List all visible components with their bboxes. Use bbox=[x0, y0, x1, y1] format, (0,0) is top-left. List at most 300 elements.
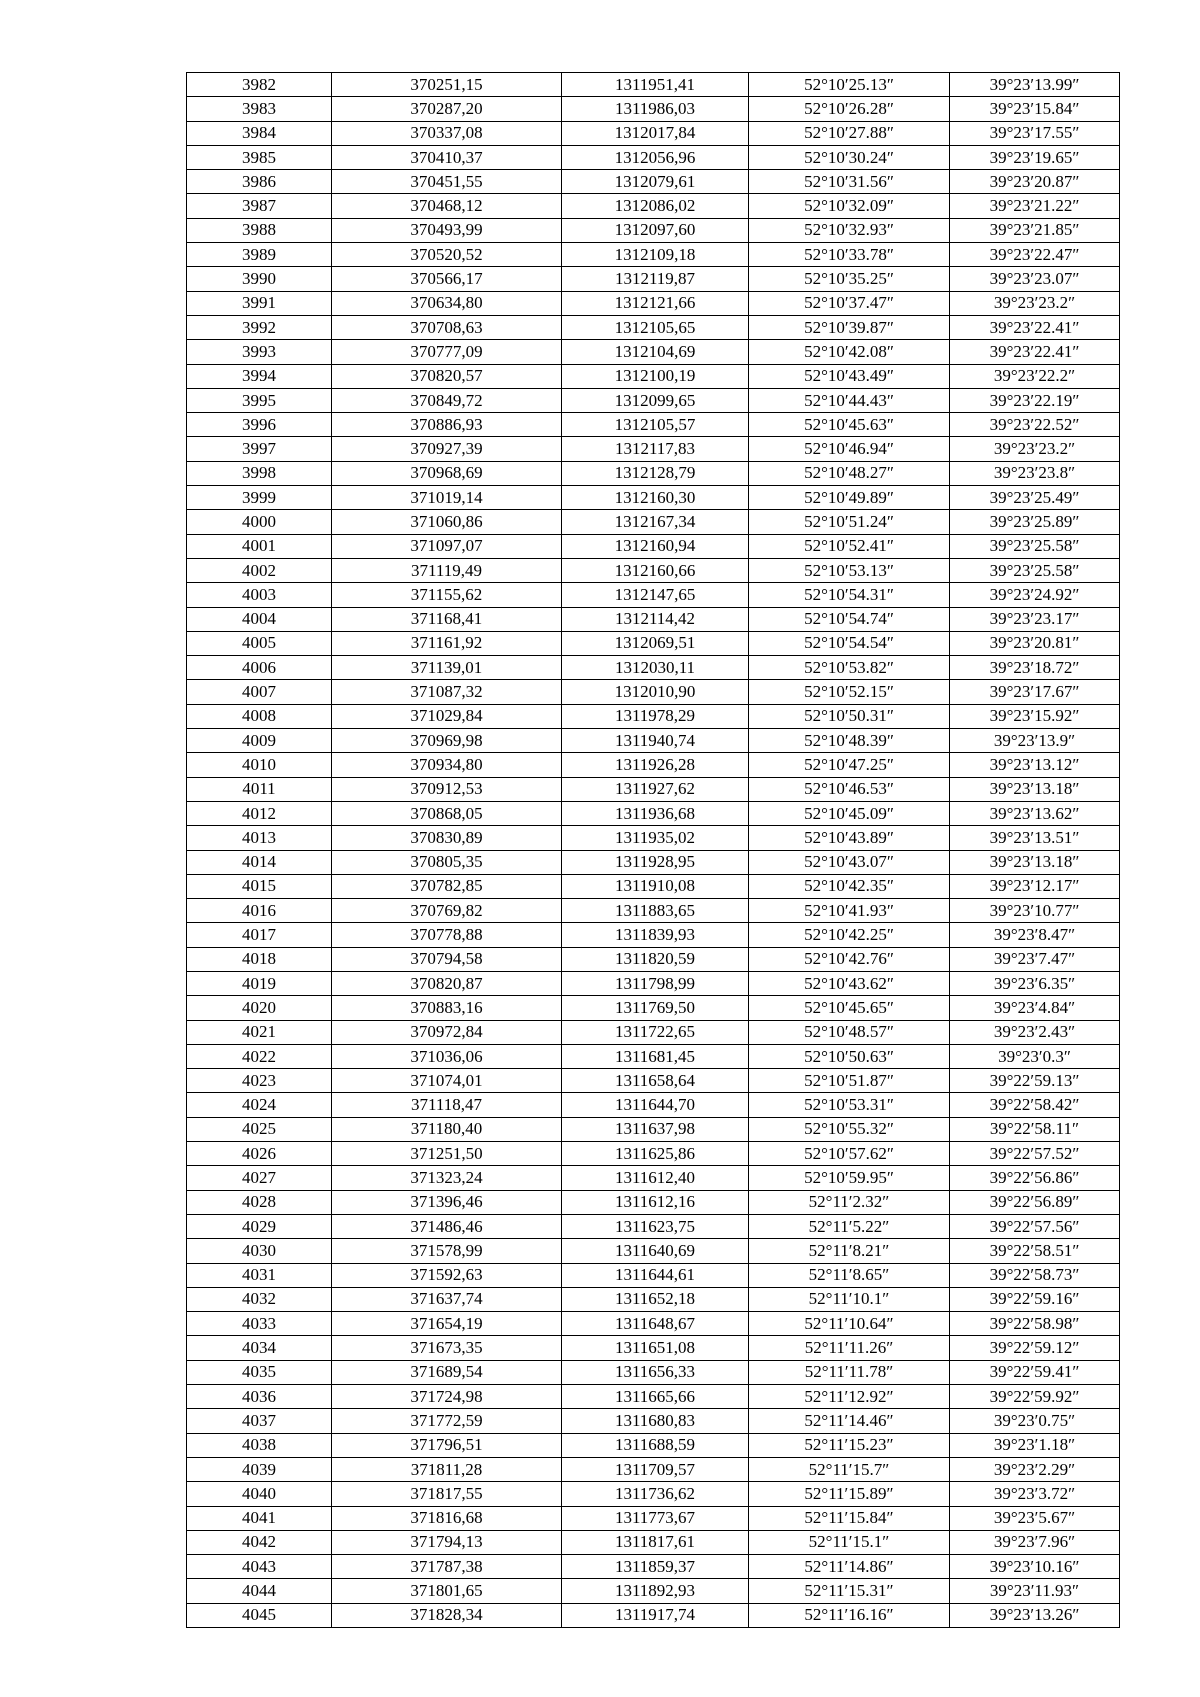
point-number-cell: 3999 bbox=[187, 486, 332, 510]
x-coordinate-cell: 371654,19 bbox=[332, 1312, 562, 1336]
x-coordinate-cell: 370868,05 bbox=[332, 801, 562, 825]
point-number-cell: 4000 bbox=[187, 510, 332, 534]
latitude-cell: 52°10′53.31″ bbox=[749, 1093, 950, 1117]
table-row bbox=[187, 1190, 1120, 1214]
y-coordinate-cell: 1311820,59 bbox=[562, 947, 749, 971]
point-number-cell: 3995 bbox=[187, 388, 332, 412]
y-coordinate-cell: 1311978,29 bbox=[562, 704, 749, 728]
longitude-cell: 39°23′22.41″ bbox=[950, 340, 1120, 364]
point-number-cell: 4004 bbox=[187, 607, 332, 631]
y-coordinate-cell: 1312097,60 bbox=[562, 218, 749, 242]
x-coordinate-cell: 371087,32 bbox=[332, 680, 562, 704]
point-number-cell: 3986 bbox=[187, 170, 332, 194]
x-coordinate-cell: 371578,99 bbox=[332, 1239, 562, 1263]
point-number-cell: 3984 bbox=[187, 121, 332, 145]
x-coordinate-cell: 371724,98 bbox=[332, 1385, 562, 1409]
table-row bbox=[187, 680, 1120, 704]
longitude-cell: 39°23′23.17″ bbox=[950, 607, 1120, 631]
x-coordinate-cell: 371689,54 bbox=[332, 1360, 562, 1384]
latitude-cell: 52°11′15.89″ bbox=[749, 1482, 950, 1506]
y-coordinate-cell: 1311773,67 bbox=[562, 1506, 749, 1530]
table-row bbox=[187, 1457, 1120, 1481]
point-number-cell: 4028 bbox=[187, 1190, 332, 1214]
longitude-cell: 39°23′22.2″ bbox=[950, 364, 1120, 388]
x-coordinate-cell: 370708,63 bbox=[332, 315, 562, 339]
y-coordinate-cell: 1312105,65 bbox=[562, 315, 749, 339]
y-coordinate-cell: 1312104,69 bbox=[562, 340, 749, 364]
y-coordinate-cell: 1312079,61 bbox=[562, 170, 749, 194]
latitude-cell: 52°10′33.78″ bbox=[749, 243, 950, 267]
point-number-cell: 4019 bbox=[187, 971, 332, 995]
latitude-cell: 52°11′15.23″ bbox=[749, 1433, 950, 1457]
longitude-cell: 39°23′22.47″ bbox=[950, 243, 1120, 267]
latitude-cell: 52°11′15.1″ bbox=[749, 1530, 950, 1554]
table-row bbox=[187, 315, 1120, 339]
point-number-cell: 3989 bbox=[187, 243, 332, 267]
y-coordinate-cell: 1311623,75 bbox=[562, 1214, 749, 1238]
table-row bbox=[187, 1239, 1120, 1263]
x-coordinate-cell: 371816,68 bbox=[332, 1506, 562, 1530]
longitude-cell: 39°23′4.84″ bbox=[950, 996, 1120, 1020]
latitude-cell: 52°10′53.82″ bbox=[749, 656, 950, 680]
latitude-cell: 52°11′8.21″ bbox=[749, 1239, 950, 1263]
x-coordinate-cell: 370886,93 bbox=[332, 413, 562, 437]
latitude-cell: 52°10′45.09″ bbox=[749, 801, 950, 825]
longitude-cell: 39°22′57.52″ bbox=[950, 1142, 1120, 1166]
point-number-cell: 4015 bbox=[187, 874, 332, 898]
latitude-cell: 52°10′43.49″ bbox=[749, 364, 950, 388]
latitude-cell: 52°10′48.27″ bbox=[749, 461, 950, 485]
point-number-cell: 3994 bbox=[187, 364, 332, 388]
x-coordinate-cell: 371139,01 bbox=[332, 656, 562, 680]
y-coordinate-cell: 1311651,08 bbox=[562, 1336, 749, 1360]
point-number-cell: 4036 bbox=[187, 1385, 332, 1409]
point-number-cell: 4032 bbox=[187, 1287, 332, 1311]
point-number-cell: 4018 bbox=[187, 947, 332, 971]
table-row bbox=[187, 971, 1120, 995]
latitude-cell: 52°10′43.62″ bbox=[749, 971, 950, 995]
y-coordinate-cell: 1311637,98 bbox=[562, 1117, 749, 1141]
point-number-cell: 4030 bbox=[187, 1239, 332, 1263]
longitude-cell: 39°22′59.13″ bbox=[950, 1069, 1120, 1093]
longitude-cell: 39°23′3.72″ bbox=[950, 1482, 1120, 1506]
point-number-cell: 3997 bbox=[187, 437, 332, 461]
longitude-cell: 39°22′56.89″ bbox=[950, 1190, 1120, 1214]
coordinates-table-body bbox=[187, 73, 1120, 1628]
table-row bbox=[187, 145, 1120, 169]
point-number-cell: 4016 bbox=[187, 899, 332, 923]
latitude-cell: 52°10′45.63″ bbox=[749, 413, 950, 437]
longitude-cell: 39°23′2.29″ bbox=[950, 1457, 1120, 1481]
table-row bbox=[187, 194, 1120, 218]
x-coordinate-cell: 371097,07 bbox=[332, 534, 562, 558]
longitude-cell: 39°23′23.8″ bbox=[950, 461, 1120, 485]
longitude-cell: 39°22′59.12″ bbox=[950, 1336, 1120, 1360]
latitude-cell: 52°10′42.25″ bbox=[749, 923, 950, 947]
x-coordinate-cell: 371036,06 bbox=[332, 1044, 562, 1068]
point-number-cell: 4008 bbox=[187, 704, 332, 728]
point-number-cell: 4033 bbox=[187, 1312, 332, 1336]
latitude-cell: 52°10′45.65″ bbox=[749, 996, 950, 1020]
y-coordinate-cell: 1311926,28 bbox=[562, 753, 749, 777]
longitude-cell: 39°23′0.75″ bbox=[950, 1409, 1120, 1433]
latitude-cell: 52°10′27.88″ bbox=[749, 121, 950, 145]
y-coordinate-cell: 1311736,62 bbox=[562, 1482, 749, 1506]
x-coordinate-cell: 370820,57 bbox=[332, 364, 562, 388]
point-number-cell: 3985 bbox=[187, 145, 332, 169]
point-number-cell: 4025 bbox=[187, 1117, 332, 1141]
x-coordinate-cell: 371119,49 bbox=[332, 558, 562, 582]
x-coordinate-cell: 370777,09 bbox=[332, 340, 562, 364]
y-coordinate-cell: 1311883,65 bbox=[562, 899, 749, 923]
latitude-cell: 52°10′46.53″ bbox=[749, 777, 950, 801]
table-row bbox=[187, 1530, 1120, 1554]
table-row bbox=[187, 364, 1120, 388]
table-row bbox=[187, 874, 1120, 898]
longitude-cell: 39°23′2.43″ bbox=[950, 1020, 1120, 1044]
longitude-cell: 39°23′22.19″ bbox=[950, 388, 1120, 412]
longitude-cell: 39°22′58.73″ bbox=[950, 1263, 1120, 1287]
latitude-cell: 52°10′48.57″ bbox=[749, 1020, 950, 1044]
table-row bbox=[187, 996, 1120, 1020]
longitude-cell: 39°23′13.9″ bbox=[950, 729, 1120, 753]
point-number-cell: 4045 bbox=[187, 1603, 332, 1627]
longitude-cell: 39°23′13.26″ bbox=[950, 1603, 1120, 1627]
table-row bbox=[187, 583, 1120, 607]
x-coordinate-cell: 371486,46 bbox=[332, 1214, 562, 1238]
longitude-cell: 39°22′58.51″ bbox=[950, 1239, 1120, 1263]
x-coordinate-cell: 370849,72 bbox=[332, 388, 562, 412]
latitude-cell: 52°10′43.89″ bbox=[749, 826, 950, 850]
y-coordinate-cell: 1311839,93 bbox=[562, 923, 749, 947]
y-coordinate-cell: 1312017,84 bbox=[562, 121, 749, 145]
x-coordinate-cell: 370251,15 bbox=[332, 73, 562, 97]
longitude-cell: 39°23′18.72″ bbox=[950, 656, 1120, 680]
longitude-cell: 39°23′8.47″ bbox=[950, 923, 1120, 947]
latitude-cell: 52°10′30.24″ bbox=[749, 145, 950, 169]
y-coordinate-cell: 1311644,70 bbox=[562, 1093, 749, 1117]
table-row bbox=[187, 1142, 1120, 1166]
x-coordinate-cell: 371029,84 bbox=[332, 704, 562, 728]
x-coordinate-cell: 371155,62 bbox=[332, 583, 562, 607]
x-coordinate-cell: 370927,39 bbox=[332, 437, 562, 461]
table-row bbox=[187, 1214, 1120, 1238]
point-number-cell: 4034 bbox=[187, 1336, 332, 1360]
x-coordinate-cell: 370493,99 bbox=[332, 218, 562, 242]
x-coordinate-cell: 371828,34 bbox=[332, 1603, 562, 1627]
longitude-cell: 39°22′59.41″ bbox=[950, 1360, 1120, 1384]
y-coordinate-cell: 1312056,96 bbox=[562, 145, 749, 169]
longitude-cell: 39°23′21.22″ bbox=[950, 194, 1120, 218]
longitude-cell: 39°23′13.51″ bbox=[950, 826, 1120, 850]
point-number-cell: 4011 bbox=[187, 777, 332, 801]
longitude-cell: 39°23′20.87″ bbox=[950, 170, 1120, 194]
latitude-cell: 52°11′12.92″ bbox=[749, 1385, 950, 1409]
y-coordinate-cell: 1311644,61 bbox=[562, 1263, 749, 1287]
table-row bbox=[187, 510, 1120, 534]
latitude-cell: 52°10′39.87″ bbox=[749, 315, 950, 339]
point-number-cell: 3990 bbox=[187, 267, 332, 291]
x-coordinate-cell: 370410,37 bbox=[332, 145, 562, 169]
latitude-cell: 52°10′32.93″ bbox=[749, 218, 950, 242]
longitude-cell: 39°23′25.58″ bbox=[950, 534, 1120, 558]
x-coordinate-cell: 371673,35 bbox=[332, 1336, 562, 1360]
latitude-cell: 52°11′14.86″ bbox=[749, 1555, 950, 1579]
x-coordinate-cell: 371396,46 bbox=[332, 1190, 562, 1214]
y-coordinate-cell: 1312160,66 bbox=[562, 558, 749, 582]
y-coordinate-cell: 1311665,66 bbox=[562, 1385, 749, 1409]
longitude-cell: 39°22′59.92″ bbox=[950, 1385, 1120, 1409]
y-coordinate-cell: 1311709,57 bbox=[562, 1457, 749, 1481]
y-coordinate-cell: 1311859,37 bbox=[562, 1555, 749, 1579]
x-coordinate-cell: 371637,74 bbox=[332, 1287, 562, 1311]
latitude-cell: 52°11′8.65″ bbox=[749, 1263, 950, 1287]
longitude-cell: 39°22′58.98″ bbox=[950, 1312, 1120, 1336]
y-coordinate-cell: 1312105,57 bbox=[562, 413, 749, 437]
table-row bbox=[187, 1482, 1120, 1506]
latitude-cell: 52°10′59.95″ bbox=[749, 1166, 950, 1190]
point-number-cell: 3998 bbox=[187, 461, 332, 485]
x-coordinate-cell: 370782,85 bbox=[332, 874, 562, 898]
table-row bbox=[187, 461, 1120, 485]
y-coordinate-cell: 1312119,87 bbox=[562, 267, 749, 291]
table-row bbox=[187, 1287, 1120, 1311]
latitude-cell: 52°10′54.74″ bbox=[749, 607, 950, 631]
y-coordinate-cell: 1312099,65 bbox=[562, 388, 749, 412]
table-row bbox=[187, 1117, 1120, 1141]
point-number-cell: 4014 bbox=[187, 850, 332, 874]
longitude-cell: 39°23′7.47″ bbox=[950, 947, 1120, 971]
x-coordinate-cell: 371787,38 bbox=[332, 1555, 562, 1579]
latitude-cell: 52°10′48.39″ bbox=[749, 729, 950, 753]
point-number-cell: 4020 bbox=[187, 996, 332, 1020]
point-number-cell: 3987 bbox=[187, 194, 332, 218]
table-row bbox=[187, 826, 1120, 850]
table-row bbox=[187, 73, 1120, 97]
y-coordinate-cell: 1312010,90 bbox=[562, 680, 749, 704]
point-number-cell: 4007 bbox=[187, 680, 332, 704]
point-number-cell: 4005 bbox=[187, 631, 332, 655]
point-number-cell: 4002 bbox=[187, 558, 332, 582]
longitude-cell: 39°23′19.65″ bbox=[950, 145, 1120, 169]
table-row bbox=[187, 243, 1120, 267]
y-coordinate-cell: 1311940,74 bbox=[562, 729, 749, 753]
latitude-cell: 52°10′57.62″ bbox=[749, 1142, 950, 1166]
x-coordinate-cell: 371019,14 bbox=[332, 486, 562, 510]
point-number-cell: 4003 bbox=[187, 583, 332, 607]
longitude-cell: 39°23′13.62″ bbox=[950, 801, 1120, 825]
table-row bbox=[187, 1044, 1120, 1068]
latitude-cell: 52°10′49.89″ bbox=[749, 486, 950, 510]
longitude-cell: 39°23′23.2″ bbox=[950, 291, 1120, 315]
longitude-cell: 39°23′11.93″ bbox=[950, 1579, 1120, 1603]
latitude-cell: 52°10′51.87″ bbox=[749, 1069, 950, 1093]
point-number-cell: 4010 bbox=[187, 753, 332, 777]
table-row bbox=[187, 1506, 1120, 1530]
y-coordinate-cell: 1311722,65 bbox=[562, 1020, 749, 1044]
longitude-cell: 39°23′13.99″ bbox=[950, 73, 1120, 97]
latitude-cell: 52°11′10.1″ bbox=[749, 1287, 950, 1311]
y-coordinate-cell: 1312117,83 bbox=[562, 437, 749, 461]
longitude-cell: 39°22′58.42″ bbox=[950, 1093, 1120, 1117]
point-number-cell: 4009 bbox=[187, 729, 332, 753]
table-row bbox=[187, 1020, 1120, 1044]
point-number-cell: 3996 bbox=[187, 413, 332, 437]
x-coordinate-cell: 371817,55 bbox=[332, 1482, 562, 1506]
latitude-cell: 52°10′52.41″ bbox=[749, 534, 950, 558]
x-coordinate-cell: 370468,12 bbox=[332, 194, 562, 218]
x-coordinate-cell: 370820,87 bbox=[332, 971, 562, 995]
x-coordinate-cell: 371118,47 bbox=[332, 1093, 562, 1117]
x-coordinate-cell: 370972,84 bbox=[332, 1020, 562, 1044]
longitude-cell: 39°23′13.18″ bbox=[950, 777, 1120, 801]
point-number-cell: 4001 bbox=[187, 534, 332, 558]
y-coordinate-cell: 1312100,19 bbox=[562, 364, 749, 388]
x-coordinate-cell: 370566,17 bbox=[332, 267, 562, 291]
y-coordinate-cell: 1311928,95 bbox=[562, 850, 749, 874]
point-number-cell: 4013 bbox=[187, 826, 332, 850]
point-number-cell: 4035 bbox=[187, 1360, 332, 1384]
x-coordinate-cell: 370912,53 bbox=[332, 777, 562, 801]
point-number-cell: 4041 bbox=[187, 1506, 332, 1530]
latitude-cell: 52°10′55.32″ bbox=[749, 1117, 950, 1141]
y-coordinate-cell: 1311612,16 bbox=[562, 1190, 749, 1214]
table-row bbox=[187, 1409, 1120, 1433]
longitude-cell: 39°22′57.56″ bbox=[950, 1214, 1120, 1238]
y-coordinate-cell: 1311769,50 bbox=[562, 996, 749, 1020]
y-coordinate-cell: 1311652,18 bbox=[562, 1287, 749, 1311]
y-coordinate-cell: 1311625,86 bbox=[562, 1142, 749, 1166]
latitude-cell: 52°10′42.08″ bbox=[749, 340, 950, 364]
point-number-cell: 4038 bbox=[187, 1433, 332, 1457]
y-coordinate-cell: 1311936,68 bbox=[562, 801, 749, 825]
point-number-cell: 3982 bbox=[187, 73, 332, 97]
point-number-cell: 3992 bbox=[187, 315, 332, 339]
table-row bbox=[187, 1093, 1120, 1117]
y-coordinate-cell: 1312121,66 bbox=[562, 291, 749, 315]
x-coordinate-cell: 371796,51 bbox=[332, 1433, 562, 1457]
point-number-cell: 4037 bbox=[187, 1409, 332, 1433]
table-row bbox=[187, 899, 1120, 923]
latitude-cell: 52°10′31.56″ bbox=[749, 170, 950, 194]
point-number-cell: 4023 bbox=[187, 1069, 332, 1093]
longitude-cell: 39°22′59.16″ bbox=[950, 1287, 1120, 1311]
longitude-cell: 39°23′5.67″ bbox=[950, 1506, 1120, 1530]
y-coordinate-cell: 1311951,41 bbox=[562, 73, 749, 97]
latitude-cell: 52°10′37.47″ bbox=[749, 291, 950, 315]
y-coordinate-cell: 1311986,03 bbox=[562, 97, 749, 121]
longitude-cell: 39°23′10.77″ bbox=[950, 899, 1120, 923]
x-coordinate-cell: 370883,16 bbox=[332, 996, 562, 1020]
x-coordinate-cell: 371801,65 bbox=[332, 1579, 562, 1603]
x-coordinate-cell: 371811,28 bbox=[332, 1457, 562, 1481]
x-coordinate-cell: 370830,89 bbox=[332, 826, 562, 850]
longitude-cell: 39°23′12.17″ bbox=[950, 874, 1120, 898]
x-coordinate-cell: 371794,13 bbox=[332, 1530, 562, 1554]
point-number-cell: 4024 bbox=[187, 1093, 332, 1117]
latitude-cell: 52°11′14.46″ bbox=[749, 1409, 950, 1433]
table-row bbox=[187, 121, 1120, 145]
longitude-cell: 39°23′22.41″ bbox=[950, 315, 1120, 339]
point-number-cell: 4031 bbox=[187, 1263, 332, 1287]
y-coordinate-cell: 1312109,18 bbox=[562, 243, 749, 267]
table-row bbox=[187, 170, 1120, 194]
latitude-cell: 52°10′42.76″ bbox=[749, 947, 950, 971]
x-coordinate-cell: 370794,58 bbox=[332, 947, 562, 971]
point-number-cell: 4027 bbox=[187, 1166, 332, 1190]
table-row bbox=[187, 291, 1120, 315]
table-row bbox=[187, 850, 1120, 874]
longitude-cell: 39°23′25.49″ bbox=[950, 486, 1120, 510]
longitude-cell: 39°23′0.3″ bbox=[950, 1044, 1120, 1068]
x-coordinate-cell: 371060,86 bbox=[332, 510, 562, 534]
latitude-cell: 52°10′43.07″ bbox=[749, 850, 950, 874]
point-number-cell: 4029 bbox=[187, 1214, 332, 1238]
latitude-cell: 52°10′46.94″ bbox=[749, 437, 950, 461]
table-row bbox=[187, 1336, 1120, 1360]
y-coordinate-cell: 1312128,79 bbox=[562, 461, 749, 485]
longitude-cell: 39°23′25.89″ bbox=[950, 510, 1120, 534]
y-coordinate-cell: 1311612,40 bbox=[562, 1166, 749, 1190]
longitude-cell: 39°23′25.58″ bbox=[950, 558, 1120, 582]
x-coordinate-cell: 370520,52 bbox=[332, 243, 562, 267]
y-coordinate-cell: 1312167,34 bbox=[562, 510, 749, 534]
latitude-cell: 52°11′11.26″ bbox=[749, 1336, 950, 1360]
x-coordinate-cell: 370805,35 bbox=[332, 850, 562, 874]
y-coordinate-cell: 1311648,67 bbox=[562, 1312, 749, 1336]
longitude-cell: 39°23′17.67″ bbox=[950, 680, 1120, 704]
y-coordinate-cell: 1311688,59 bbox=[562, 1433, 749, 1457]
y-coordinate-cell: 1311917,74 bbox=[562, 1603, 749, 1627]
point-number-cell: 4022 bbox=[187, 1044, 332, 1068]
table-row bbox=[187, 218, 1120, 242]
point-number-cell: 4026 bbox=[187, 1142, 332, 1166]
table-row bbox=[187, 704, 1120, 728]
table-row bbox=[187, 753, 1120, 777]
latitude-cell: 52°10′35.25″ bbox=[749, 267, 950, 291]
y-coordinate-cell: 1312147,65 bbox=[562, 583, 749, 607]
table-row bbox=[187, 558, 1120, 582]
latitude-cell: 52°11′2.32″ bbox=[749, 1190, 950, 1214]
point-number-cell: 4043 bbox=[187, 1555, 332, 1579]
y-coordinate-cell: 1311681,45 bbox=[562, 1044, 749, 1068]
x-coordinate-cell: 370634,80 bbox=[332, 291, 562, 315]
latitude-cell: 52°10′53.13″ bbox=[749, 558, 950, 582]
table-row bbox=[187, 1603, 1120, 1627]
latitude-cell: 52°11′15.7″ bbox=[749, 1457, 950, 1481]
longitude-cell: 39°23′23.2″ bbox=[950, 437, 1120, 461]
longitude-cell: 39°23′22.52″ bbox=[950, 413, 1120, 437]
y-coordinate-cell: 1312114,42 bbox=[562, 607, 749, 631]
x-coordinate-cell: 370769,82 bbox=[332, 899, 562, 923]
x-coordinate-cell: 371161,92 bbox=[332, 631, 562, 655]
y-coordinate-cell: 1311798,99 bbox=[562, 971, 749, 995]
table-row bbox=[187, 1433, 1120, 1457]
x-coordinate-cell: 371168,41 bbox=[332, 607, 562, 631]
table-row bbox=[187, 631, 1120, 655]
x-coordinate-cell: 371323,24 bbox=[332, 1166, 562, 1190]
y-coordinate-cell: 1311910,08 bbox=[562, 874, 749, 898]
latitude-cell: 52°10′26.28″ bbox=[749, 97, 950, 121]
point-number-cell: 4012 bbox=[187, 801, 332, 825]
table-row bbox=[187, 1263, 1120, 1287]
y-coordinate-cell: 1311656,33 bbox=[562, 1360, 749, 1384]
y-coordinate-cell: 1311640,69 bbox=[562, 1239, 749, 1263]
y-coordinate-cell: 1311892,93 bbox=[562, 1579, 749, 1603]
y-coordinate-cell: 1311658,64 bbox=[562, 1069, 749, 1093]
y-coordinate-cell: 1311935,02 bbox=[562, 826, 749, 850]
latitude-cell: 52°10′25.13″ bbox=[749, 73, 950, 97]
